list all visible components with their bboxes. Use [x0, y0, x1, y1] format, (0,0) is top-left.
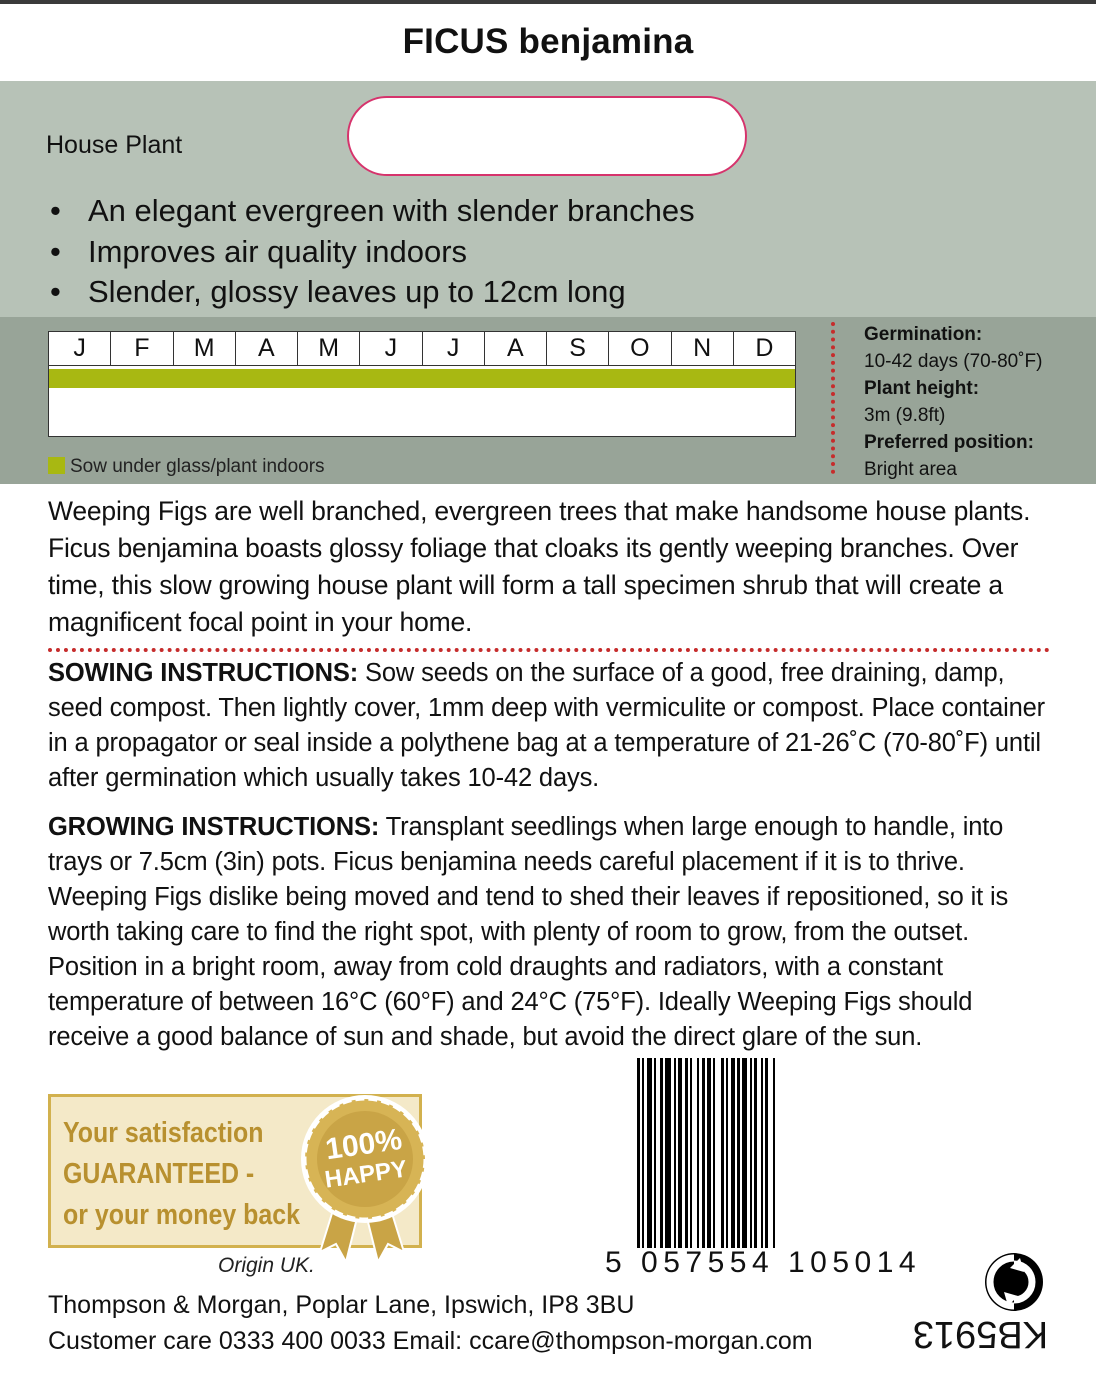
barcode-bar: [660, 1058, 663, 1248]
guarantee-line-2: GUARANTEED -: [63, 1158, 255, 1190]
name-label-box: [347, 96, 747, 176]
month-jan: J: [73, 334, 86, 362]
top-image-strip: [0, 0, 1096, 4]
barcode-bar: [761, 1058, 763, 1248]
dotted-divider-vertical: [831, 322, 835, 474]
dotted-divider-horizontal: [48, 648, 1050, 652]
month-mar: M: [173, 332, 235, 365]
growing-instructions: [48, 810, 1058, 1055]
barcode-bar: [750, 1058, 752, 1248]
company-address: Thompson & Morgan, Poplar Lane, Ipswich, IP8 3BU: [48, 1291, 635, 1319]
barcode-bar: [685, 1058, 688, 1248]
sowing-instructions: [48, 656, 1058, 796]
barcode-bar: [737, 1058, 740, 1248]
feature-item: [48, 232, 695, 273]
month-aug: A: [484, 332, 546, 365]
company-contact: [48, 1287, 813, 1359]
bullet-icon: •: [50, 233, 61, 269]
barcode-bar: [665, 1058, 671, 1248]
feature-text: Improves air quality indoors: [88, 233, 468, 269]
germination-label: Germination:: [864, 324, 983, 345]
position-label: Preferred position:: [864, 432, 1034, 453]
barcode-bar: [773, 1058, 775, 1248]
month-nov: N: [671, 332, 733, 365]
growing-heading: GROWING INSTRUCTIONS:: [48, 813, 380, 841]
guarantee-line-3: or your money back: [63, 1199, 301, 1231]
feature-item: [48, 191, 695, 232]
barcode-bar: [702, 1058, 705, 1248]
feature-item: [48, 272, 695, 313]
sowing-heading: SOWING INSTRUCTIONS:: [48, 659, 359, 687]
growing-text: Transplant seedlings when large enough to handle, into trays or 7.5cm (3in) pots. Ficus benjamina needs careful placement if it is to thrive. Weeping Figs dislike being moved and tend to shed their leaves if repositioned, so it is worth taking care to find the right spot, with plenty of room to grow, from the outset. Position in a bright room, away from cold draughts and radiators, with a constant temperature of between 16°C (60°F) and 24°C (75°F). Ideally Weeping Figs should receive a good balance of sun and shade, but avoid the direct glare of the sun.: [48, 813, 1009, 1051]
feature-text: Slender, glossy leaves up to 12cm long: [88, 274, 626, 309]
sowing-text: Sow seeds on the surface of a good, free draining, damp, seed compost. Then lightly cover, 1mm deep with vermiculite or compost. Place container in a propagator or seal inside a polythene bag at a temperature of 21-26˚C (70-80˚F) until after germination which usually takes 10-42 days.: [48, 659, 1046, 792]
bullet-icon: •: [50, 274, 61, 309]
page-title: FICUS benjamina: [402, 22, 694, 61]
origin-text: Origin UK.: [218, 1254, 315, 1277]
category-label: House Plant: [46, 131, 183, 159]
barcode-bar: [765, 1058, 768, 1248]
barcode-number: 5 057554 105014: [605, 1246, 922, 1279]
feature-text: An elegant evergreen with slender branches: [88, 193, 695, 228]
height-value: 3m (9.8ft): [864, 405, 946, 426]
month-oct: O: [608, 332, 670, 365]
barcode-bar: [647, 1058, 652, 1248]
barcode-bar: [731, 1058, 735, 1248]
month-sep: S: [546, 332, 608, 365]
sow-period-bar: [49, 369, 795, 388]
product-code: KB5913: [912, 1313, 1049, 1355]
customer-care: Customer care 0333 400 0033 Email: ccare@thompson-morgan.com: [48, 1327, 813, 1355]
month-jun: J: [359, 332, 421, 365]
plant-info: [864, 322, 1042, 484]
month-apr: A: [235, 332, 297, 365]
barcode-bar: [726, 1058, 728, 1248]
guarantee-line-1: Your satisfaction: [63, 1117, 264, 1149]
barcode-bar: [707, 1058, 711, 1248]
month-may: M: [297, 332, 359, 365]
bullet-icon: •: [50, 193, 61, 228]
green-dot-recycle-icon: [984, 1252, 1044, 1312]
happy-seal-icon: [290, 1094, 440, 1264]
sowing-calendar: [48, 331, 796, 437]
barcode-bar: [642, 1058, 644, 1248]
legend-swatch: [48, 457, 65, 474]
germination-value: 10-42 days (70-80˚F): [864, 351, 1043, 372]
legend-text: Sow under glass/plant indoors: [70, 456, 325, 477]
seal-percent: 100%: [323, 1122, 404, 1167]
barcode-bar: [690, 1058, 692, 1248]
calendar-months: [49, 332, 795, 366]
barcode-bar: [654, 1058, 656, 1248]
barcode-bar: [713, 1058, 715, 1248]
barcode-bar: [678, 1058, 682, 1248]
position-value: Bright area: [864, 459, 957, 480]
barcode-bar: [721, 1058, 724, 1248]
barcode-bar: [742, 1058, 747, 1248]
barcode-bar: [674, 1058, 676, 1248]
month-dec: D: [733, 332, 795, 365]
barcode: [603, 1058, 931, 1278]
feature-list: [48, 191, 695, 313]
height-label: Plant height:: [864, 378, 980, 399]
month-jul: J: [422, 332, 484, 365]
barcode-bars: [637, 1058, 921, 1248]
barcode-bar: [697, 1058, 699, 1248]
calendar-legend: [48, 456, 325, 478]
month-feb: F: [110, 332, 172, 365]
guarantee-text: [63, 1113, 300, 1236]
description: Weeping Figs are well branched, evergreen trees that make handsome house plants. Ficus benjamina boasts glossy foliage that cloaks its gently weeping branches. Over time, this slow growing house plant will form a tall specimen shrub that will create a magnificent focal point in your home.: [48, 496, 1031, 637]
barcode-bar: [754, 1058, 757, 1248]
seal-happy: HAPPY: [323, 1155, 409, 1194]
barcode-bar: [637, 1058, 640, 1248]
